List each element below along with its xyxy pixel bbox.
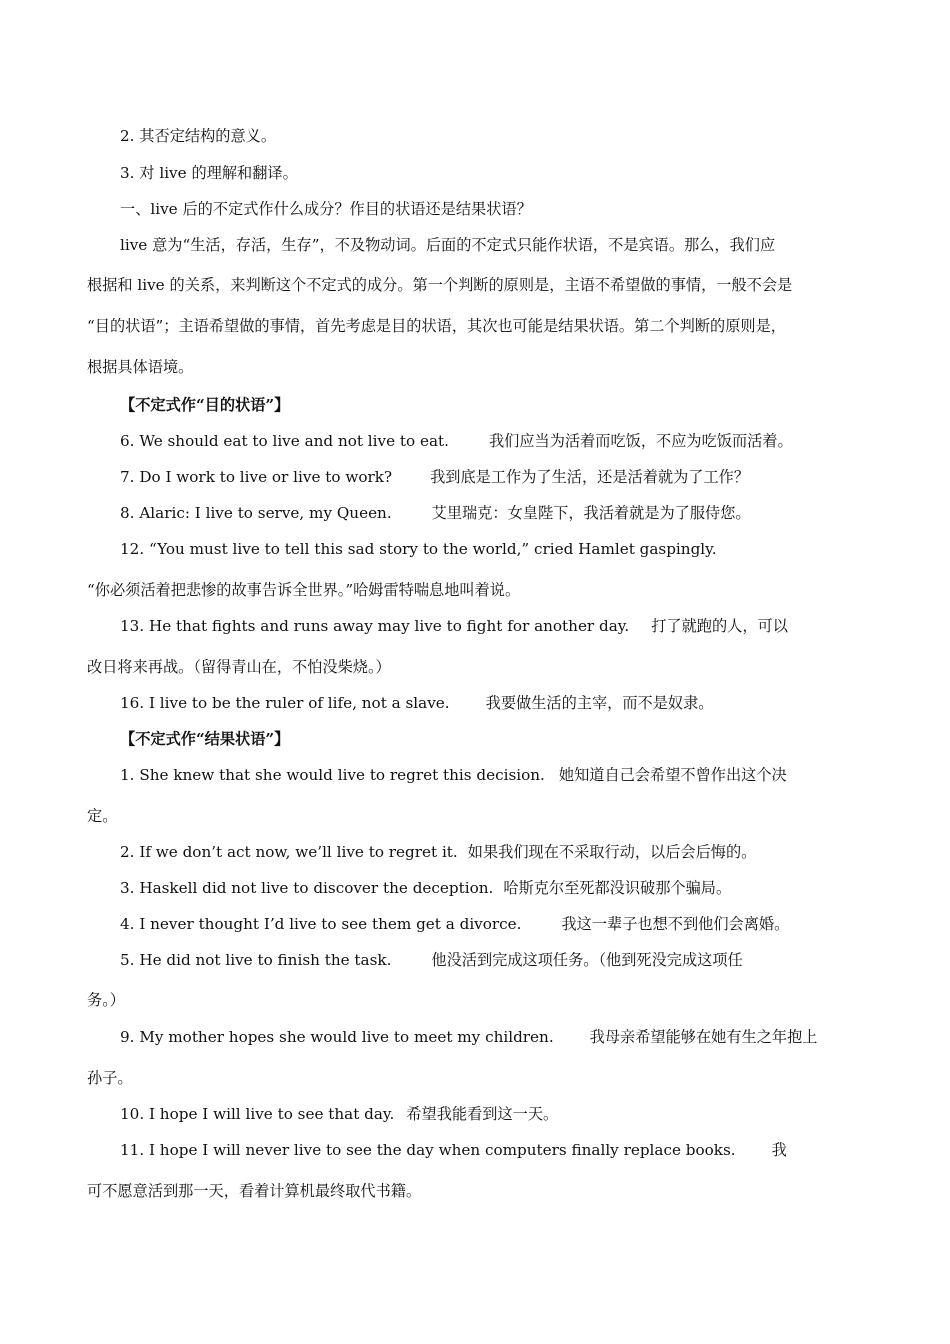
example-line: “你必须活着把悲惨的故事告诉全世界。”哈姆雷特喘息地叫着说。: [87, 581, 521, 599]
paragraph-line: “目的状语”；主语希望做的事情，首先考虑是目的状语，其次也可能是结果状语。第二个判断的原则是，: [87, 317, 786, 335]
example-line: 3. Haskell did not live to discover the deception. 哈斯克尔至死都没识破那个骗局。: [120, 879, 732, 897]
example-line: 2. If we don’t act now, we’ll live to regret it. 如果我们现在不采取行动，以后会后悔的。: [120, 843, 757, 861]
example-line: 定。: [87, 807, 118, 825]
example-line: 1. She knew that she would live to regret this decision. 她知道自己会希望不曾作出这个决: [120, 766, 787, 784]
example-line: 13. He that fights and runs away may live to fight for another day. 打了就跑的人，可以: [120, 617, 788, 635]
example-line: 12. “You must live to tell this sad story to the world,” cried Hamlet gaspingly.: [120, 540, 717, 558]
example-line: 8. Alaric: I live to serve, my Queen. 艾里瑞克：女皇陛下，我活着就是为了服侍您。: [120, 504, 751, 522]
example-line: 4. I never thought I’d live to see them get a divorce. 我这一辈子也想不到他们会离婚。: [120, 915, 790, 933]
paragraph-line: 根据和 live 的关系，来判断这个不定式的成分。第一个判断的原则是，主语不希望做的事情，一般不会是: [87, 276, 793, 294]
example-line: 5. He did not live to finish the task. 他没活到完成这项任务。（他到死没完成这项任: [120, 951, 743, 969]
example-line: 孙子。: [87, 1069, 133, 1087]
subsection-heading: 【不定式作“目的状语”】: [120, 396, 290, 414]
list-item: 3. 对 live 的理解和翻译。: [120, 164, 298, 182]
paragraph-line: live 意为“生活，存活，生存”，不及物动词。后面的不定式只能作状语，不是宾语。那么，我们应: [120, 236, 776, 254]
example-line: 6. We should eat to live and not live to eat. 我们应当为活着而吃饭，不应为吃饭而活着。: [120, 432, 793, 450]
paragraph-line: 根据具体语境。: [87, 358, 194, 376]
example-line: 16. I live to be the ruler of life, not a slave. 我要做生活的主宰，而不是奴隶。: [120, 694, 714, 712]
section-heading: 一、live 后的不定式作什么成分？作目的状语还是结果状语？: [120, 200, 532, 218]
subsection-heading: 【不定式作“结果状语”】: [120, 730, 290, 748]
list-item: 2. 其否定结构的意义。: [120, 127, 277, 145]
example-line: 务。）: [87, 991, 125, 1009]
example-line: 改日将来再战。（留得青山在，不怕没柴烧。）: [87, 658, 391, 676]
example-line: 9. My mother hopes she would live to meet my children. 我母亲希望能够在她有生之年抱上: [120, 1028, 818, 1046]
example-line: 7. Do I work to live or live to work? 我到底是工作为了生活，还是活着就为了工作？: [120, 468, 750, 486]
example-line: 可不愿意活到那一天，看着计算机最终取代书籍。: [87, 1182, 422, 1200]
example-line: 11. I hope I will never live to see the day when computers finally replace books. 我: [120, 1141, 787, 1159]
example-line: 10. I hope I will live to see that day. 希望我能看到这一天。: [120, 1105, 559, 1123]
